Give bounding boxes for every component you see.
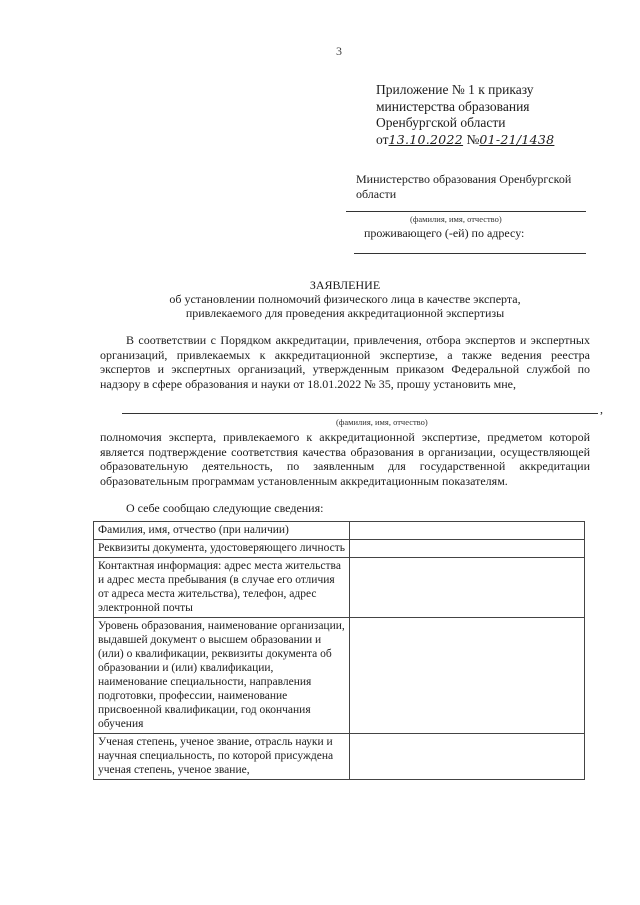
table-cell-value bbox=[350, 618, 585, 734]
annex-line-3: Оренбургской области bbox=[376, 115, 506, 130]
annex-date-line bbox=[376, 132, 554, 149]
table-row bbox=[94, 540, 585, 558]
body-paragraph-2: полномочия эксперта, привлекаемого к аккредитационной экспертизе, предметом которой является подтверждение соответствия качества образования в организации, осуществляющей образовательную деятельность, по заявленным для государственной аккредитации образовательным программам установленным аккредитационным показателям. bbox=[100, 430, 590, 488]
table-cell-label: Контактная информация: адрес места жительства и адрес места пребывания (в случае его отличия от адреса места жительства), телефон, адрес электронной почты bbox=[94, 558, 350, 618]
comma: , bbox=[600, 402, 603, 416]
table-cell-value bbox=[350, 522, 585, 540]
table-row bbox=[94, 618, 585, 734]
table-cell-label: Уровень образования, наименование организации, выдавшей документ о высшем образовании и (или) о квалификации, реквизиты документа об образовании и (или) квалификации, наименование специальности, направления подготовки, профессии, наименование присвоенной квалификации, год окончания обучения bbox=[94, 618, 350, 734]
annex-header bbox=[376, 82, 554, 148]
document-subtitle-1: об установлении полномочий физического лица в качестве эксперта, bbox=[169, 292, 521, 306]
page-number: 3 bbox=[336, 44, 342, 58]
annex-from-prefix: от bbox=[376, 131, 389, 147]
table-cell-value bbox=[350, 734, 585, 780]
table-row bbox=[94, 734, 585, 780]
info-table bbox=[93, 521, 585, 780]
annex-line-2: министерства образования bbox=[376, 98, 530, 114]
table-cell-label: Реквизиты документа, удостоверяющего личность bbox=[94, 540, 350, 558]
applicant-fio-caption: (фамилия, имя, отчество) bbox=[336, 417, 428, 427]
table-row bbox=[94, 522, 585, 540]
body-paragraph-1: В соответствии с Порядком аккредитации, привлечения, отбора экспертов и экспертных организаций, привлекаемых к аккредитационной экспертизе, а также ведения реестра экспертов и экспертных организаций, утвержденным приказом Федеральной службой по надзору в сфере образования и науки от 18.01.2022 № 35, прошу установить мне, bbox=[100, 333, 590, 391]
annex-number-prefix: № bbox=[466, 131, 480, 147]
annex-number: 01-21/1438 bbox=[479, 131, 555, 147]
document-subtitle-2: привлекаемого для проведения аккредитационной экспертизы bbox=[185, 306, 505, 320]
table-cell-label: Ученая степень, ученое звание, отрасль науки и научная специальность, по которой присуждена ученая степень, ученое звание, bbox=[94, 734, 350, 780]
annex-line-1: Приложение № 1 к приказу bbox=[376, 82, 534, 97]
address-line bbox=[354, 253, 586, 254]
table-cell-value bbox=[350, 540, 585, 558]
annex-date: 13.10.2022 bbox=[388, 131, 464, 147]
document-title: ЗАЯВЛЕНИЕ bbox=[309, 278, 381, 292]
fio-line bbox=[346, 211, 586, 212]
table-row bbox=[94, 558, 585, 618]
applicant-fio-line bbox=[122, 413, 598, 414]
table-cell-label: Фамилия, имя, отчество (при наличии) bbox=[94, 522, 350, 540]
recipient-org: Министерство образования Оренбургской области bbox=[356, 172, 572, 201]
address-label: проживающего (-ей) по адресу: bbox=[364, 226, 525, 240]
body-paragraph-3: О себе сообщаю следующие сведения: bbox=[126, 501, 324, 515]
table-cell-value bbox=[350, 558, 585, 618]
fio-caption: (фамилия, имя, отчество) bbox=[410, 214, 502, 224]
